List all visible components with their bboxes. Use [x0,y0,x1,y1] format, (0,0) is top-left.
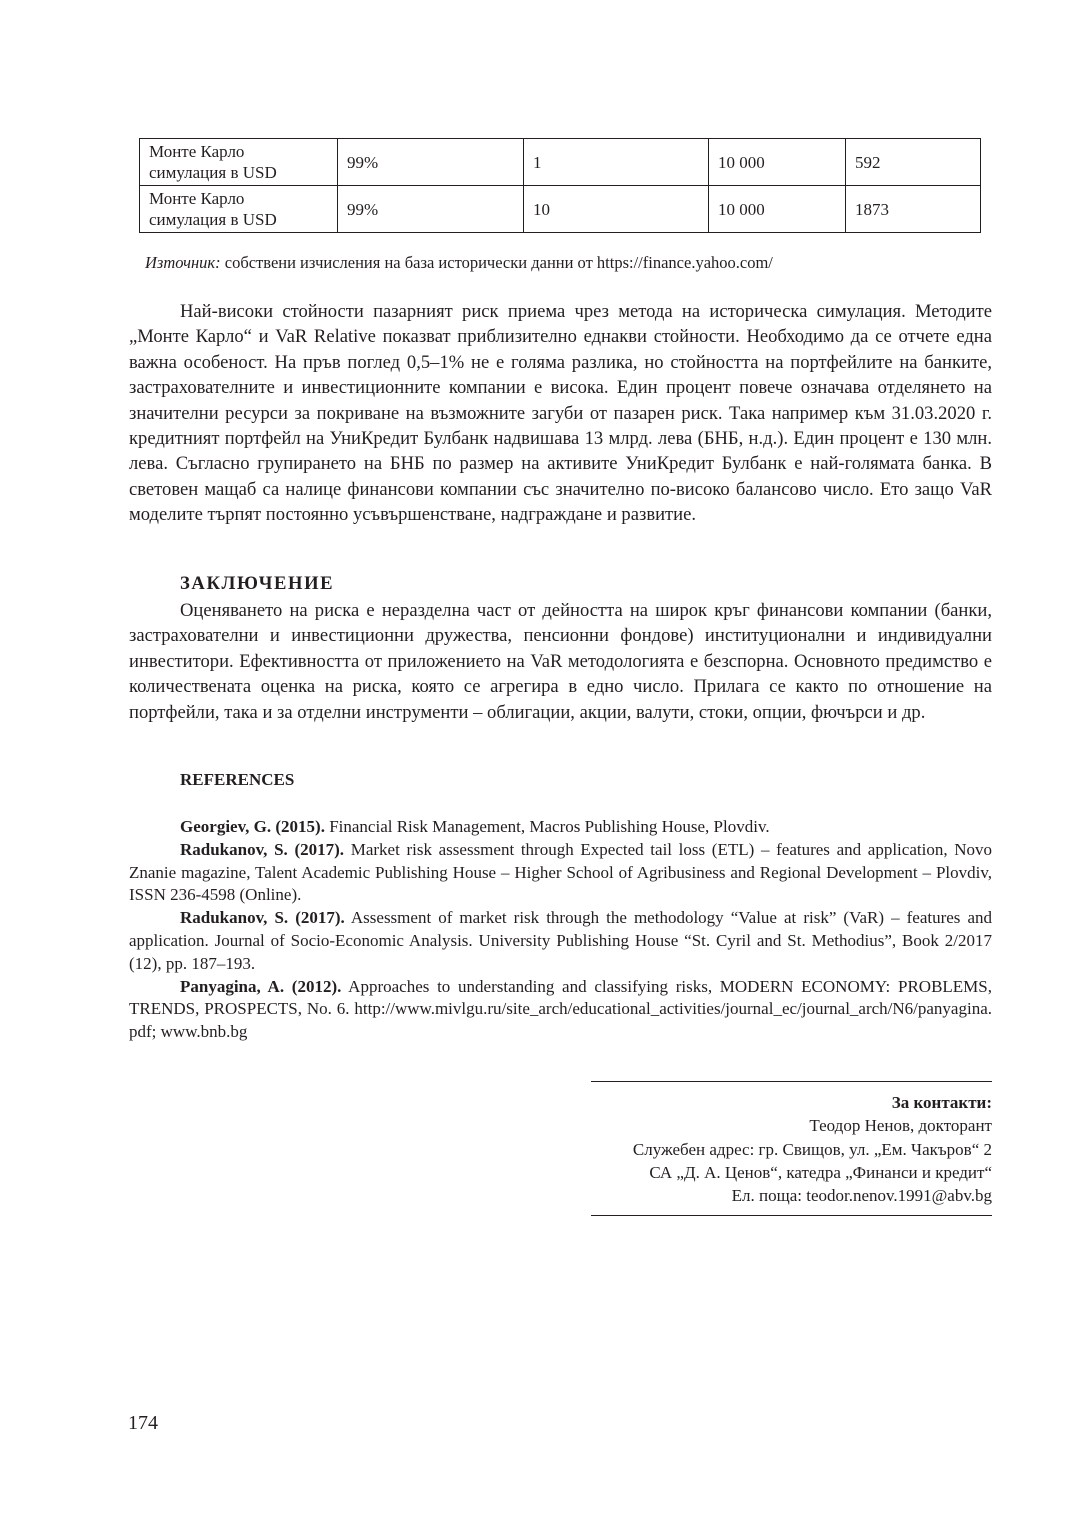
reference-text: Assessment of market risk through the methodology “Value at risk” (VaR) – features and application. Journal of Socio-Economic Analysis. University Publishing House “St. Cyril and St. Methodius”, Book 2/2017 (12), pp. 187–193. [129,908,992,973]
method-line: Монте Карло [149,189,245,208]
contact-address: Служебен адрес: гр. Свищов, ул. „Ем. Чакъров“ 2 [632,1139,992,1159]
reference-item [129,907,992,975]
reference-text: Market risk assessment through Expected tail loss (ETL) – features and application, Novo Znanie magazine, Talent Academic Publishing House – Higher School of Agribusiness and Regional Development – Plovdiv, ISSN 236-4598 (Online). [129,839,993,905]
reference-author: Panyagina, A. (2012). [180,976,342,996]
contact-institution: СА „Д. А. Ценов“, катедра „Финанси и кредит“ [649,1162,992,1182]
confidence-cell: 99% [338,186,524,233]
conclusion-paragraph [129,598,992,725]
reference-text: Financial Risk Management, Macros Publishing House, Plovdiv. [329,817,770,836]
reference-item [129,816,992,839]
method-cell [140,186,338,233]
method-line: Монте Карло [149,142,245,161]
contact-block [591,1081,992,1216]
reference-author: Radukanov, S. (2017). [180,839,345,859]
source-label: Източник: [145,253,221,272]
simulations-cell: 10 000 [709,139,846,186]
body-paragraph [129,299,992,528]
simulations-cell: 10 000 [709,186,846,233]
contact-bottom-rule [591,1215,992,1216]
table-row [140,139,981,186]
table-row [140,186,981,233]
reference-item [129,839,992,907]
reference-text: Approaches to understanding and classifying risks, MODERN ECONOMY: PROBLEMS, TRENDS, PROSPECTS, No. 6. http://www.mivlgu.ru/site_arch/educational_activities/journal_ec/journal_arch/N6/panyagina. pdf; www.bnb.bg [129,976,993,1042]
var-cell: 1873 [846,186,981,233]
contact-details [591,1082,992,1215]
references-list [129,816,992,1044]
conclusion-heading: ЗАКЛЮЧЕНИЕ [180,573,335,594]
method-line: симулация в USD [149,163,277,182]
references-heading: REFERENCES [180,770,295,789]
method-cell [140,139,338,186]
reference-author: Radukanov, S. (2017). [180,908,345,928]
horizon-cell: 10 [524,186,709,233]
paragraph-text: Най-високи стойности пазарният риск приема чрез метода на историческа симулация. Методите „Монте Карло“ и VaR Relative показват приблизително еднакви стойности. Необходимо да се отчете една важна особеност. На пръв поглед 0,5–1% не е голяма разлика, но стойността на портфейлите на банките, застрахователните и инвестиционните компании е висока. Един процент повече означава отделянето на значителни ресурси за покриване на възможните загуби от пазарен риск. Така например към 31.03.2020 г. кредитният портфейл на УниКредит Булбанк надвишава 13 млрд. лева (БНБ, н.д.). Един процент е 130 млн. лева. Съгласно групирането на БНБ по размер на активите УниКредит Булбанк е най-голямата банка. В световен мащаб са налице финансови компании със значително по-високо балансово число. Ето защо VaR моделите търпят постоянно усъвършенстване, надграждане и развитие. [129,301,992,526]
contact-email: Ел. поща: teodor.nenov.1991@abv.bg [731,1186,992,1206]
table-source-note [145,253,773,273]
results-table [139,138,981,233]
method-line: симулация в USD [149,210,277,229]
reference-author: Georgiev, G. (2015). [180,817,325,836]
page-number: 174 [128,1412,158,1434]
horizon-cell: 1 [524,139,709,186]
contact-name: Теодор Ненов, докторант [809,1116,992,1136]
var-cell: 592 [846,139,981,186]
contact-title: За контакти: [891,1093,992,1112]
conclusion-text: Оценяването на риска е неразделна част от дейността на широк кръг финансови компании (банки, застрахователни и инвестиционни дружества, пенсионни фондове) институционални и индивидуални инвеститори. Ефективността от приложението на VaR методологията е безспорна. Основното предимство е количествената оценка на риска, която се агрегира в едно число. Прилага се както по отношение на портфейли, така и за отделни инструменти – облигации, акции, валути, стоки, опции, фючърси и др. [129,600,992,723]
source-text: собствени изчисления на база исторически данни от https://finance.yahoo.com/ [224,253,773,272]
reference-item [129,976,992,1044]
confidence-cell: 99% [338,139,524,186]
